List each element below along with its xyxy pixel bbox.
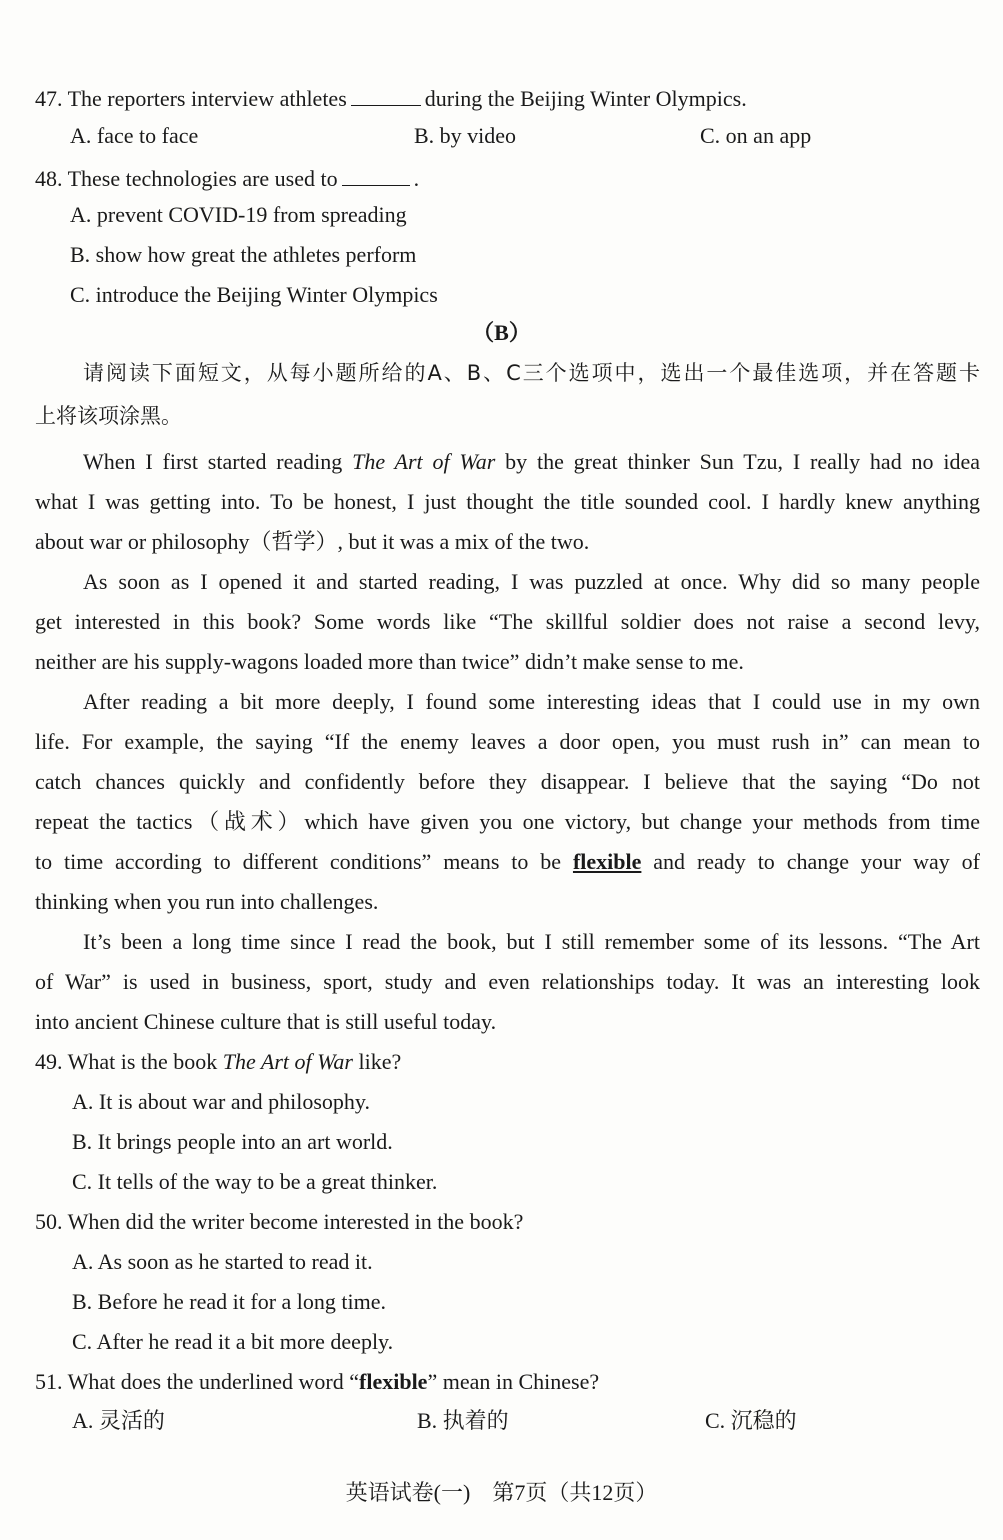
book-title: The Art of War — [352, 449, 496, 474]
question-48-end: . — [413, 165, 420, 191]
question-47 — [35, 85, 747, 110]
passage-p3-line6: thinking when you run into challenges. — [35, 889, 379, 914]
passage-p3-line1: After reading a bit more deeply, I found some interesting ideas that I could use in my own — [83, 689, 980, 714]
question-47-prefix: 47. The reporters interview athletes — [35, 85, 347, 111]
option-51-c: C. 沉稳的 — [705, 1408, 797, 1433]
option-48-b: B. show how great the athletes perform — [70, 242, 417, 267]
option-50-b: B. Before he read it for a long time. — [72, 1289, 387, 1314]
passage-text: and ready to change your way of — [641, 849, 980, 874]
option-50-c: C. After he read it a bit more deeply. — [72, 1329, 394, 1354]
passage-p2-line3: neither are his supply-wagons loaded more than twice” didn’t make sense to me. — [35, 649, 744, 674]
passage-p3-line3: catch chances quickly and confidently before they disappear. I believe that the saying “Do not — [35, 769, 980, 794]
question-50: 50. When did the writer become interested in the book? — [35, 1209, 524, 1234]
book-title: The Art of War — [222, 1049, 353, 1074]
passage-p4-line1: It’s been a long time since I read the book, but I still remember some of its lessons. “The Art — [83, 929, 980, 954]
option-51-a: A. 灵活的 — [72, 1408, 165, 1433]
passage-p2-line1: As soon as I opened it and started reading, I was puzzled at once. Why did so many people — [83, 569, 980, 594]
passage-text: to time according to different conditions” means to be — [35, 849, 573, 874]
question-48 — [35, 165, 419, 190]
option-51-b: B. 执着的 — [417, 1408, 509, 1433]
option-49-b: B. It brings people into an art world. — [72, 1129, 393, 1154]
question-49 — [35, 1051, 401, 1073]
passage-p1-line1 — [83, 451, 980, 473]
section-instructions-line2: 上将该项涂黑。 — [35, 404, 182, 428]
option-50-a: A. As soon as he started to read it. — [72, 1249, 373, 1274]
section-instructions-line1: 请阅读下面短文，从每小题所给的A、B、C三个选项中，选出一个最佳选项，并在答题卡 — [83, 361, 980, 385]
answer-blank — [342, 165, 410, 186]
underlined-word: flexible — [572, 849, 642, 874]
option-47-b: B. by video — [414, 123, 517, 148]
question-text: like? — [353, 1049, 402, 1074]
question-text: 49. What is the book — [35, 1049, 223, 1074]
passage-p4-line3: into ancient Chinese culture that is still useful today. — [35, 1009, 497, 1034]
question-text: ” mean in Chinese? — [427, 1369, 600, 1394]
option-47-a: A. face to face — [70, 123, 199, 148]
passage-p3-line4: repeat the tactics（战术）which have given you one victory, but change your methods from time — [35, 809, 980, 834]
question-text: 51. What does the underlined word “ — [35, 1369, 360, 1394]
answer-blank — [351, 85, 421, 106]
option-47-c: C. on an app — [700, 123, 812, 148]
passage-p3-line5 — [35, 851, 980, 873]
passage-p2-line2: get interested in this book? Some words like “The skillful soldier does not raise a second levy, — [35, 609, 980, 634]
passage-p3-line2: life. For example, the saying “If the enemy leaves a door open, you must rush in” can mean to — [35, 729, 980, 754]
question-51 — [35, 1371, 599, 1393]
passage-p4-line2: of War” is used in business, sport, study and even relationships today. It was an interesting look — [35, 969, 980, 994]
question-48-stem: 48. These technologies are used to — [35, 165, 338, 191]
passage-p1-line2: what I was getting into. To be honest, I just thought the title sounded cool. I hardly knew anything — [35, 489, 980, 514]
option-49-c: C. It tells of the way to be a great thinker. — [72, 1169, 438, 1194]
page-footer: 英语试卷(一) 第7页（共12页） — [345, 1480, 658, 1505]
target-word: flexible — [359, 1369, 428, 1394]
option-48-c: C. introduce the Beijing Winter Olympics — [70, 282, 438, 307]
passage-p1-line3: about war or philosophy（哲学）, but it was a mix of the two. — [35, 529, 590, 554]
option-49-a: A. It is about war and philosophy. — [72, 1089, 370, 1114]
passage-text: by the great thinker Sun Tzu, I really had no idea — [495, 449, 981, 474]
section-heading: （B） — [472, 320, 531, 345]
passage-text: When I first started reading — [83, 449, 353, 474]
option-48-a: A. prevent COVID-19 from spreading — [70, 202, 407, 227]
question-47-suffix: during the Beijing Winter Olympics. — [424, 85, 747, 111]
